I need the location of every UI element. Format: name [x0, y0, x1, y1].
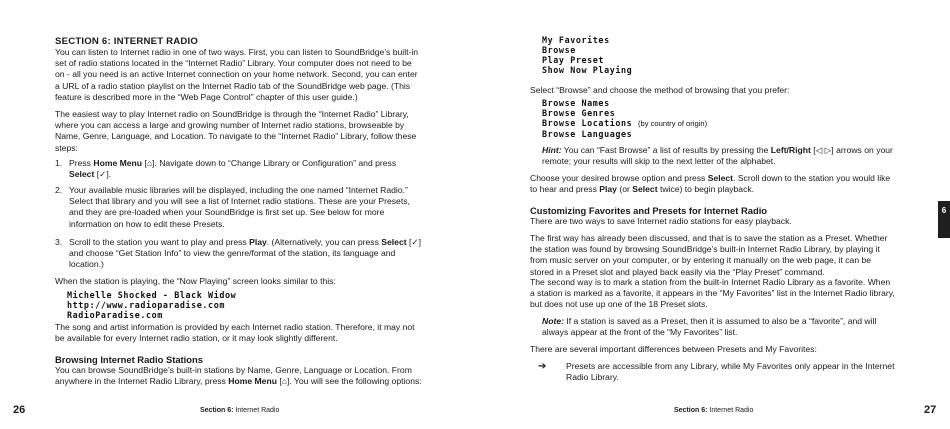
step-1: 1. Press Home Menu [⌂]. Navigate down to “Change Library or Configuration” and press Select [✓]. [55, 158, 397, 180]
lcd-line: Show Now Playing [542, 65, 633, 75]
intro-paragraph: You can listen to Internet radio in one of two ways. First, you can listen to SoundBridge’s built-in set of radio stations located in the “Internet Radio” Library. Your computer does not need to be on - all you need is an active Internet connection on your home network. Second, you can enter a URL of a radio station playlist on the Internet Radio tab of the SoundBridge web page. (This feature is described more in the “Web Page Control” chapter of this user guide.) [55, 47, 419, 102]
bullet-item [530, 361, 895, 383]
select-browse-text: Select “Browse” and choose the method of browsing that you prefer: [530, 85, 790, 95]
browse-paragraph: You can browse SoundBridge’s built-in stations by Name, Genre, Language or Location. From anywhere in the Internet Radio Library, press Home Menu [⌂]. You will see the following options: [55, 365, 422, 387]
step-2-text: Your available music libraries will be displayed, including the one named “Internet Radio.” Select that library and you will see a list of Internet radio stations. These are your Presets, and they are pre-loaded when your SoundBridge is first set up. See below for more information on how to edit these Presets. [69, 185, 410, 229]
lcd-line: Play Preset [542, 55, 605, 65]
left-page [55, 0, 423, 429]
lcd-line: Browse Locations (by country of origin) [542, 118, 708, 128]
home-icon: ⌂ [281, 376, 287, 387]
footer-right: Section 6: Internet Radio [674, 407, 754, 414]
easiest-paragraph: The easiest way to play Internet radio on SoundBridge is through the “Internet Radio” Library, where you can access a large and growing number of Internet radio stations, browseable by Name, Genre, Language, and Location. To navigate to the “Internet Radio” Library, follow these steps: [55, 109, 417, 153]
lcd-line: My Favorites [542, 35, 610, 45]
step-2 [55, 185, 423, 230]
step-2-number: 2. [55, 185, 63, 195]
page-number-right: 27 [924, 404, 937, 416]
browse-locations-note: (by country of origin) [637, 119, 708, 128]
step-1-number: 1. [55, 158, 63, 168]
left-right-arrows-icon: ◁ ▷ [815, 145, 832, 155]
lcd-line: Michelle Shocked - Black Widow [67, 290, 237, 300]
arrow-bullet-icon: ➔ [538, 361, 547, 372]
lcd-home-menu [542, 35, 895, 75]
differences-text: There are several important differences between Presets and My Favorites: [530, 344, 817, 354]
lcd-line: Browse Languages [542, 129, 633, 139]
browse-heading: Browsing Internet Radio Stations [55, 354, 203, 365]
footer-left: Section 6: Internet Radio [200, 407, 280, 414]
now-playing-intro: When the station is playing, the “Now Playing” screen looks similar to this: [55, 276, 336, 286]
check-icon: ✓ [99, 169, 107, 180]
lcd-line: http://www.radioparadise.com [67, 300, 225, 310]
favorites-heading: Customizing Favorites and Presets for Internet Radio [530, 205, 768, 216]
check-icon: ✓ [411, 237, 419, 247]
lcd-browse-menu [542, 98, 895, 139]
note-paragraph: Note: If a station is saved as a Preset, then it is assumed to also be a “favorite”, and will always appear at the front of the “My Favorites” list. [542, 316, 877, 338]
lcd-line: Browse [542, 45, 576, 55]
lcd-line: RadioParadise.com [67, 310, 163, 320]
step-3-number: 3. [55, 237, 63, 247]
section-heading: SECTION 6: INTERNET RADIO [55, 36, 199, 47]
bullet-text: Presets are accessible from any Library, while My Favorites only appear in the Internet Radio Library. [566, 361, 895, 383]
two-ways-text: There are two ways to save Internet radio stations for easy playback. [530, 216, 792, 226]
first-way-paragraph: The first way has already been discussed, and that is to save the station as a Preset. Whether the station was found by browsing SoundBridge’s built-in Internet Radio Library, by playing it from music server on your computer, or by entering it manually on the web page, it can be stored in a Preset slot and played back easily via the “Play Preset” command. [530, 233, 888, 277]
lcd-line: Browse Names [542, 98, 610, 108]
right-page [530, 0, 895, 429]
lcd-now-playing [67, 290, 423, 320]
second-way-paragraph: The second way is to mark a station from the built-in Internet Radio Library as a favorite. When a station is marked as a favorite, it appears in the “My Favorites” list in the Internet Radio library, but does not use up one of the 18 Preset slots. [530, 277, 895, 310]
choose-paragraph: Choose your desired browse option and press Select. Scroll down to the station you would like to hear and press Play (or Select twice) to begin playback. [530, 173, 891, 195]
step-3: 3. Scroll to the station you want to play and press Play. (Alternatively, you can press Select [✓] and choose “Get Station Info” to view the genre/format of the station, its language and location.) [55, 237, 421, 270]
page-number-left: 26 [13, 404, 26, 416]
song-info-paragraph: The song and artist information is provided by each Internet radio station. Therefore, it may not be available for every Internet radio station, or it may look slightly different. [55, 322, 415, 344]
section-tab: 6 [938, 201, 950, 238]
lcd-line: Browse Genres [542, 108, 616, 118]
home-icon: ⌂ [146, 158, 153, 168]
hint-paragraph: Hint: You can “Fast Browse” a list of results by pressing the Left/Right [◁ ▷] arrows on your remote; your results will skip to the next letter of the alphabet. [542, 145, 893, 167]
